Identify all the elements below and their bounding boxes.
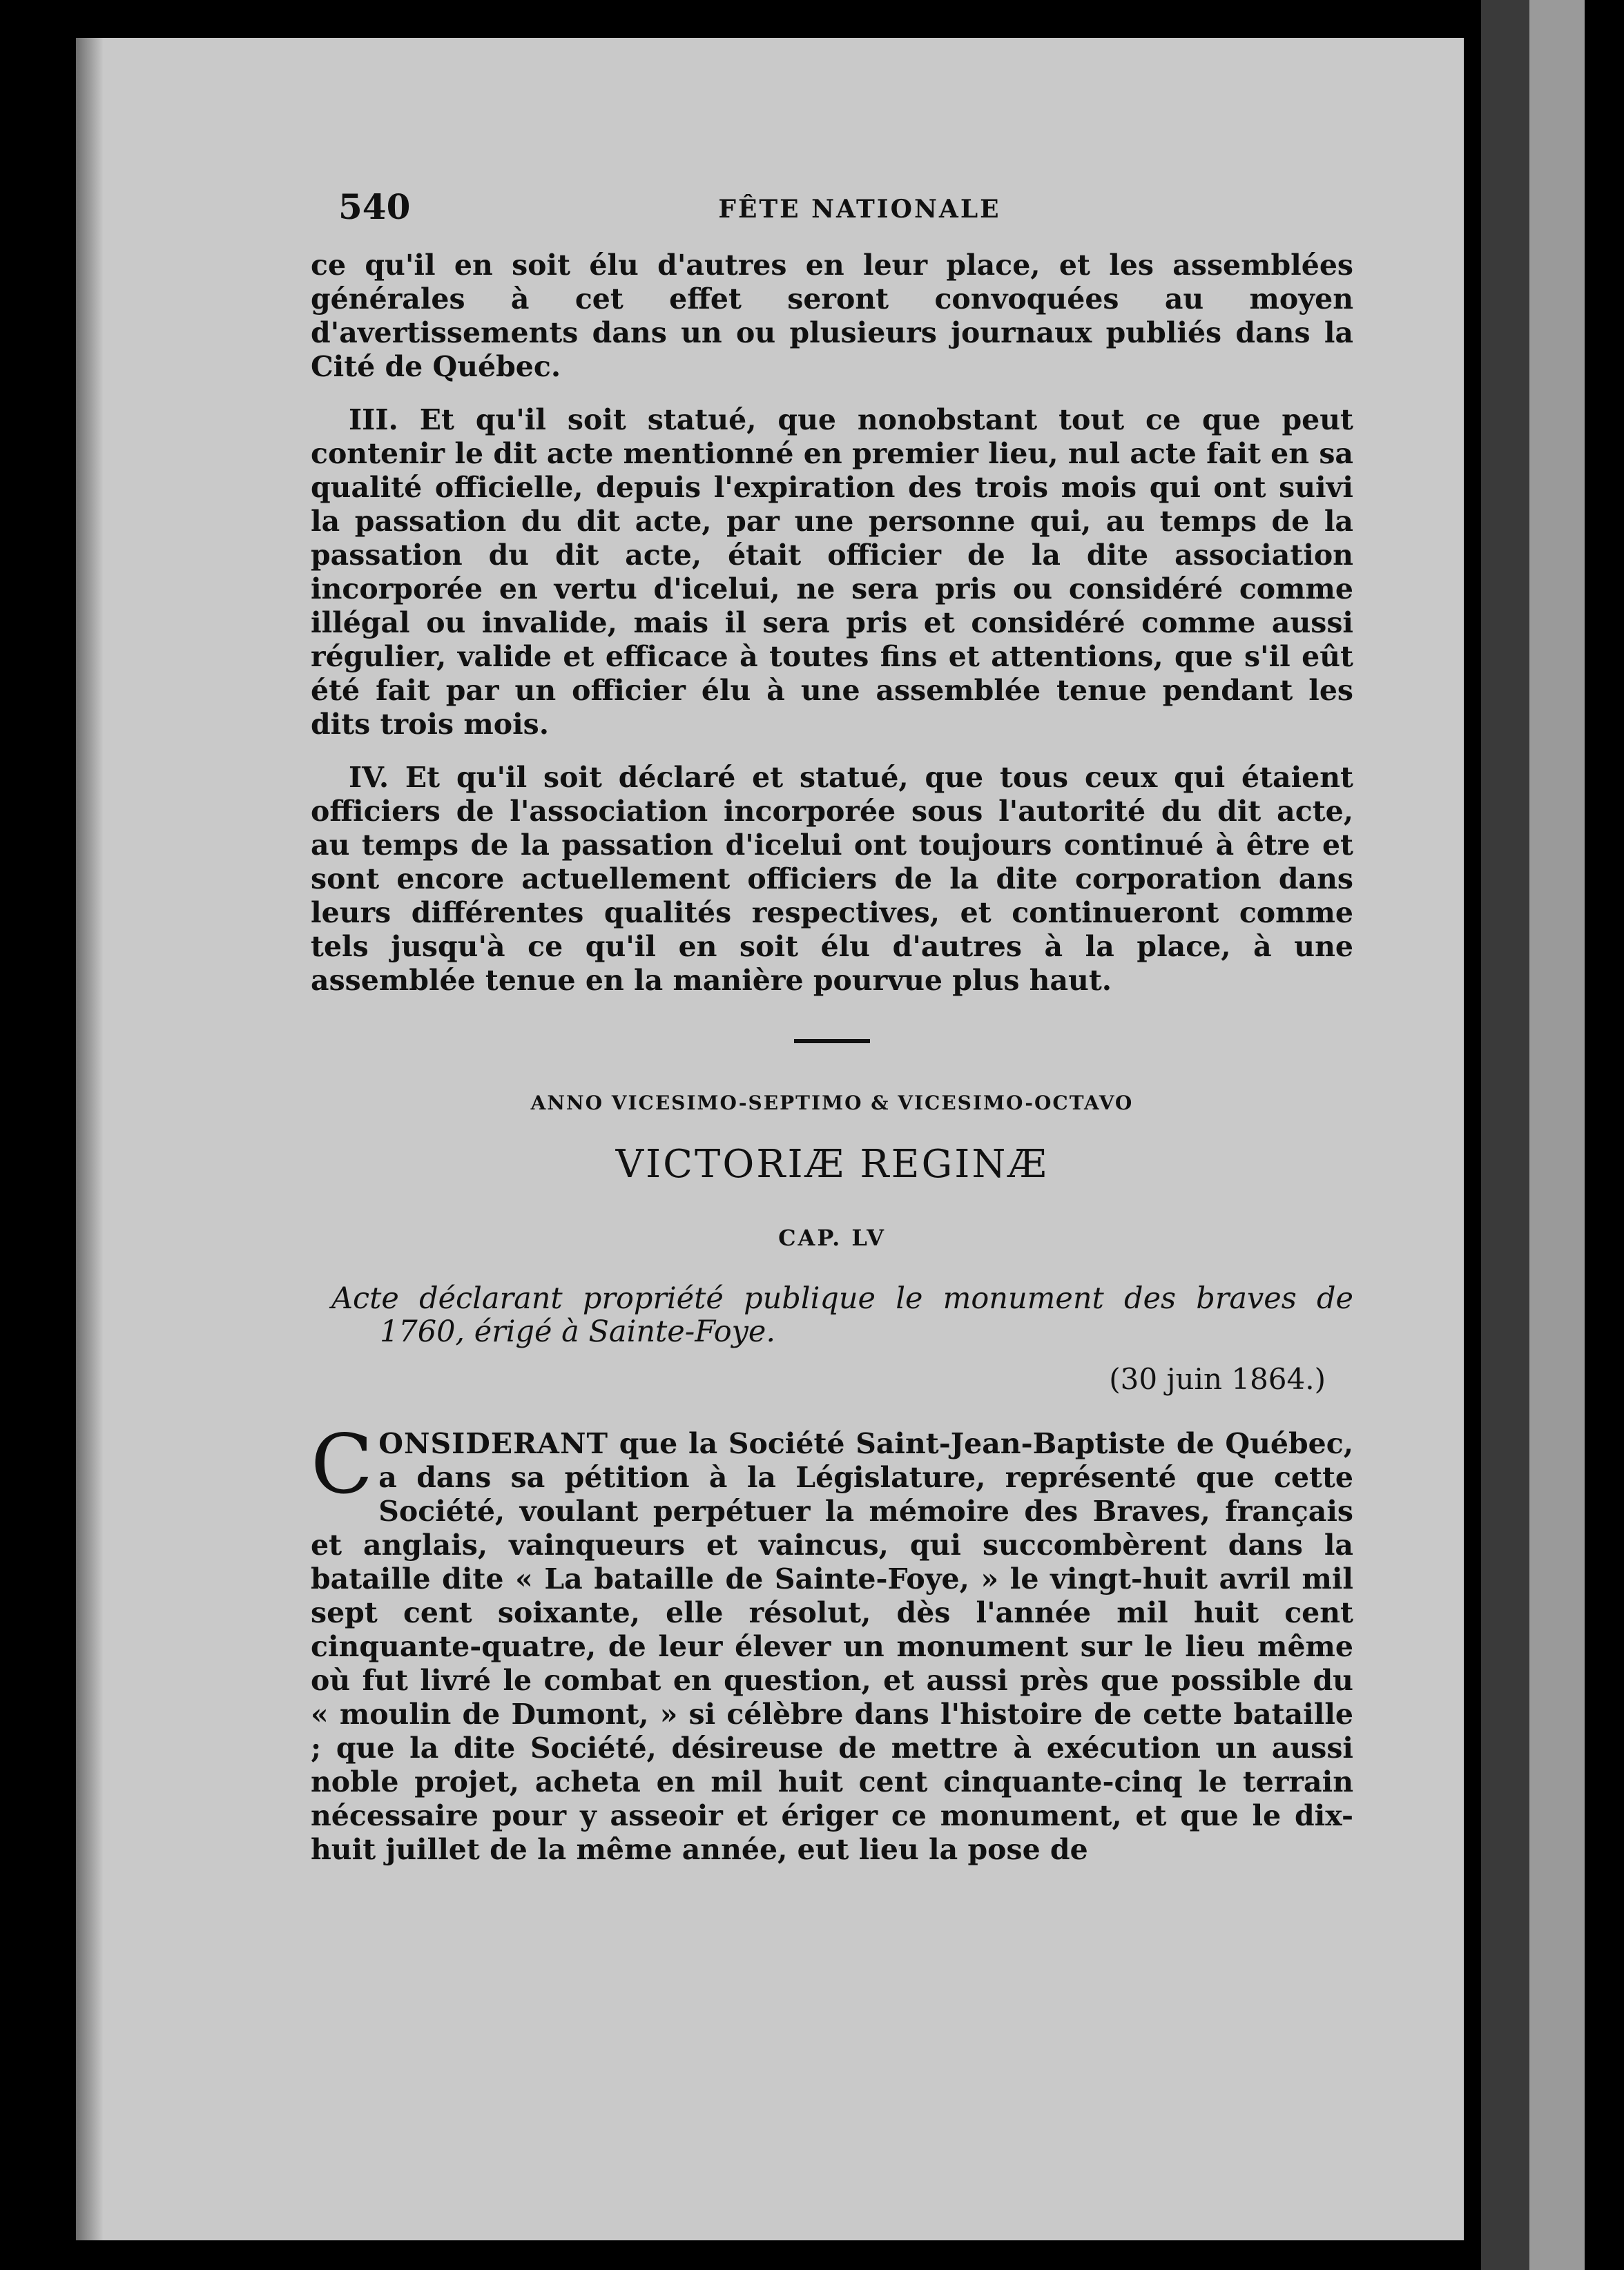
act-anno-heading: ANNO VICESIMO-SEPTIMO & VICESIMO-OCTAVO	[530, 1092, 1134, 1114]
book-spine-edge	[1529, 0, 1585, 2270]
act-date: (30 juin 1864.)	[1109, 1362, 1326, 1396]
preamble-lead-word: ONSIDERANT	[378, 1427, 608, 1460]
act-chapter-heading: CAP. LV	[778, 1225, 886, 1251]
running-head	[311, 186, 1353, 249]
section-divider	[794, 1039, 870, 1043]
body-text	[311, 249, 1353, 998]
drop-cap-letter: C	[311, 1417, 374, 1512]
paragraph-continuation: ce qu'il en soit élu d'autres en leur place, et les assemblées générales à cet effet seront convoquées au moyen d'avertissements dans un ou plusieurs journaux publiés dans la Cité de Québec.	[311, 249, 1353, 383]
act-title: Acte déclarant propriété publique le monument des braves de 1760, érigé à Sainte-Foye.	[331, 1281, 1353, 1349]
act-regnal-heading: VICTORIÆ REGINÆ	[615, 1142, 1049, 1187]
act-preamble	[311, 1417, 1353, 1867]
page-number: 540	[338, 186, 411, 227]
running-title: FÊTE NATIONALE	[718, 195, 1001, 224]
preamble-text: que la Société Saint-Jean-Baptiste de Québec, a dans sa pétition à la Législature, représenté que cette Société, voulant perpétuer la mémoire des Braves, français et anglais, vainqueurs et vaincus, qui succombèrent dans la bataille dite « La bataille de Sainte-Foye, » le vingt-huit avril mil sept cent soixante, elle résolut, dès l'année mil huit cent cinquante-quatre, de leur élever un monument sur le lieu même où fut livré le combat en question, et aussi près que possible du « moulin de Dumont, » si célèbre dans l'histoire de cette bataille ; que la dite Société, désireuse de mettre à exécution un aussi noble projet, acheta en mil huit cent cinquante-cinq le terrain nécessaire pour y asseoir et ériger ce monument, et que le dix-huit juillet de la même année, eut lieu la pose de	[311, 1427, 1353, 1866]
paragraph-section-iii: III. Et qu'il soit statué, que nonobstant tout ce que peut contenir le dit acte mentionné en premier lieu, nul acte fait en sa qualité officielle, depuis l'expiration des trois mois qui ont suivi la passation du dit acte, par une personne qui, au temps de la passation du dit acte, était officier de la dite association incorporée en vertu d'icelui, ne sera pris ou considéré comme illégal ou invalide, mais il sera pris et considéré comme aussi régulier, valide et efficace à toutes fins et attentions, que s'il eût été fait par un officier élu à une assemblée tenue pendant les dits trois mois.	[311, 403, 1353, 741]
page-gutter-shadow	[76, 38, 104, 2240]
page-content	[311, 186, 1353, 1867]
paragraph-section-iv: IV. Et qu'il soit déclaré et statué, que tous ceux qui étaient officiers de l'association incorporée sous l'autorité du dit acte, au temps de la passation d'icelui ont toujours continué à être et sont encore actuellement officiers de la dite corporation dans leurs différentes qualités respectives, et continueront comme tels jusqu'à ce qu'il en soit élu d'autres à la place, à une assemblée tenue en la manière pourvue plus haut.	[311, 761, 1353, 997]
